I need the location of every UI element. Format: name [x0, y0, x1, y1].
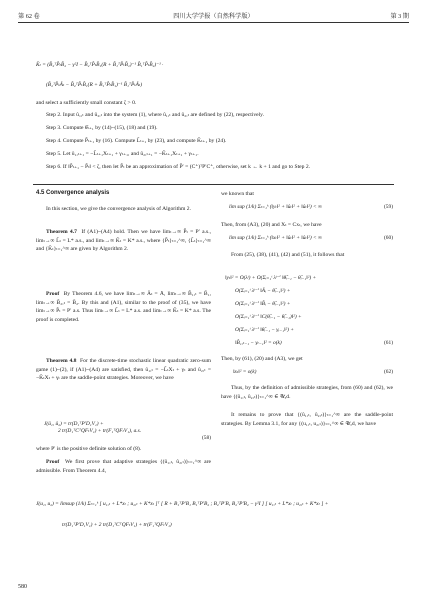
equation-61-line4: O(Σᵢ₌₁ᵗ λᵗ⁻ⁱ ‖C(θ̂ᵢ₋₁ − θ̂ᵢ₋₁)‖²) + — [235, 314, 302, 320]
algorithm-rule — [33, 184, 394, 185]
section-heading: 4.5 Convergence analysis — [36, 190, 110, 196]
equation-60-body: lim sup (1/k) Σₜ₌₁ᵏ (‖xₜ‖² + ‖ûₜ‖² + ‖ûₜ‖²) < ∞ — [229, 235, 322, 241]
step-3: Step 3. Compute θ̂ₜ₊₁ by (14)~(15), (18) and (19). — [46, 125, 158, 131]
equation-61-line5: O(Σᵢ₌₁ᵗ λᵗ⁻ⁱ ‖θ̂ᵢ₋₁ − γᵢ₋₁‖²) + — [235, 327, 294, 333]
payoff-equation-line1: J(u₁, u₂) = limsup (1/k) Σₜ₌₁ᵏ [ u₁,ₜ + L*xₜ ; u₂,ₜ + K*xₜ ]ᵀ [ R + B₁ᵀP′B₁ B₁ᵀP′B₂ ; B₂ᵀP′B₁ B₂ᵀP′B₂ − γ²I ] [ u₁,ₜ + L*xₜ ; u₂,ₜ + K*xₜ ] + — [36, 501, 329, 507]
proof-4-8 — [36, 458, 211, 475]
theorem-4-7 — [36, 228, 211, 254]
then-59-text: Then, from (A3), (20) and Xₜ = Cxₜ, we have — [221, 222, 322, 228]
equation-61-line2: O(Σᵢ₌₁ᵗ λᵗ⁻ⁱ ‖Âᵢ − θ̂ᵢ₋₁‖²) + — [235, 288, 291, 294]
theorem-4-8-body: For the discrete-time stochastic linear quadratic zero-sum game (1)~(2), if (A1)~(A4) are satisfied, then û₁,ₜ = −L̂ₜXₜ + γₜ and û₂,ₜ = −K̂ₜXₜ + γₜ are the saddle-point strategies. Moreover, we have — [36, 358, 212, 382]
equation-58-number: (58) — [202, 435, 211, 441]
equation-61-line1: ‖yₜ‖² = O(λᵗ) + O(Σᵢ₌₁ᵗ λᵗ⁻ⁱ ‖θ̃ᵢ₋₁ − θ̂ᵢ₋₁‖²) + — [225, 275, 317, 281]
from-60-text: From (25), (38), (41), (42) and (51), it follows that — [231, 252, 345, 258]
equation-58-line1: J(û₁, û₂) = tr(D₁ᵀP′D₁V₁) + — [44, 421, 104, 427]
step-4: Step 4. Compute P̂ₜ₊₁ by (16). Compute L̂ₜ₊₁ by (23), and compute K̂ₜ₊₁ by (24). — [46, 138, 227, 144]
equation-61-line6: ‖B̂₁,ₜ₋₁ − γₜ₋₁‖² = o(k) — [235, 340, 282, 346]
page-number: 580 — [18, 584, 27, 590]
equation-k-line2: (B̂₂ᵀP̂ₜÂₜ − B̂₂ᵀP̂ₜB̂₁(R + B̂₁ᵀP̂ₜB̂₁)⁻¹ B̂₁ᵀP̂ₜÂₜ) — [46, 82, 143, 88]
equation-61-line3: O(Σᵢ₌₁ᵗ λᵗ⁻ⁱ ‖B̂ᵢ − θ̂ᵢ₋₁‖²) + — [235, 301, 291, 307]
intro-paragraph: In this section, we give the convergence analysis of Algorithm 2. — [46, 206, 191, 212]
equation-62-body: ‖xₜ‖² = o(k) — [233, 369, 257, 375]
remains-text: It remains to prove that {(û₁,ₜ, û₂,ₜ)}ₜ₌₁^∞ are the saddle-point strategies. By Lemma 3.1, for any {(u₁,ₜ, u₂,ₜ)}ₜ₌₁^∞ ∈ 𝒰ₐd, we have — [221, 412, 393, 427]
equation-62 — [233, 369, 393, 376]
equation-59-body: lim sup (1/k) Σₜ₌₁ᵏ (‖yₜ‖² + ‖ûₜ‖² + ‖ûₜ‖²) < ∞ — [229, 204, 322, 210]
equation-k-line1: K̂ₜ = (B̂₂ᵀP̂ₜB̂₂ − γ²I − B̂₂ᵀP̂ₜB̂₁(R + B̂₁ᵀP̂ₜB̂₁)⁻¹ B̂₁ᵀP̂ₜB̂₂)⁻¹ · — [36, 62, 164, 68]
step-6: Step 6. If ‖P̂ₜ₊₁ − P̂ₜ‖ < ζ, then let P̂ₜ be an approximation of P̂′ = (C⁺)ᵀP′C⁺, otherwise, set k ← k + 1 and go to Step 2. — [46, 164, 311, 170]
equation-60 — [229, 235, 393, 242]
journal-title: 四川大学学报（自然科学版） — [173, 13, 254, 20]
theorem-4-8 — [36, 357, 211, 383]
select-constant-text: and select a sufficiently small constant ζ > 0. — [36, 100, 137, 106]
then-61-text: Then, by (61), (20) and (A3), we get — [221, 356, 303, 362]
step-2: Step 2. Input û₁,ₜ and û₂,ₜ into the system (1), where û₁,ₜ and û₂,ₜ are defined by (22), respectively. — [46, 112, 265, 118]
proof-label: Proof — [46, 291, 60, 297]
header-rule — [18, 22, 409, 23]
payoff-equation-line2: tr(D₁ᵀP′D₁V₁) + 2 tr(D₁ᵀCᵀQFₜV₁) + tr(F₁ᵀQFₜV₁) — [62, 522, 172, 528]
proof-label-2: Proof — [46, 459, 60, 465]
equation-62-number: (62) — [384, 369, 393, 375]
positive-definite-text: where P′ is the positive definite solution of (8). — [36, 446, 142, 452]
proof-4-8-body: We first prove that adaptive strategies {(û₁,ₜ, û₂,ₜ)}ₜ₌₁^∞ are admissible. From Theorem 4.4, — [36, 459, 211, 474]
equation-59-number: (59) — [384, 204, 393, 210]
equation-60-number: (60) — [384, 235, 393, 241]
equation-58 — [44, 421, 211, 441]
theorem-4-8-label: Theorem 4.8 — [46, 358, 77, 364]
proof-4-7 — [36, 290, 211, 324]
thus-text: Thus, by the definition of admissible strategies, from (60) and (62), we have {(û₁,ₜ, û₂,ₜ)}ₜ₌₁^∞ ∈ 𝒰ₐd. — [221, 385, 393, 400]
equation-61 — [225, 272, 393, 350]
equation-61-number: (61) — [384, 340, 393, 346]
equation-59 — [229, 204, 393, 211]
equation-58-line2: 2 tr(D₁ᵀCᵀQFₜV₁) + tr(F₁ᵀQFₜV₁), a.s. — [58, 428, 142, 434]
theorem-4-7-label: Theorem 4.7 — [46, 229, 77, 235]
issue-label: 第 3 期 — [390, 13, 409, 20]
step-5: Step 5. Let û₁,ₜ₊₁ = −L̂ₜ₊₁Xₜ₊₁ + γₜ₊₁, and û₂,ₜ₊₁ = −K̂ₜ₊₁Xₜ₊₁ + γₜ₊₁. — [46, 151, 199, 157]
proof-4-7-body: By Theorem 4.6, we have limₜ→∞ Âₜ = Ā, limₜ→∞ B̂₁,ₜ = B̄₁, limₜ→∞ B̂₂,ₜ = B̄₂. By this and (A1), similar to the proof of (35), we have limₜ→∞ P̂ₜ = P′ a.s. Thus limₜ→∞ L̂ₜ = L* a.s. and limₜ→∞ K̂ₜ = K* a.s. The proof is completed. — [36, 291, 212, 323]
theorem-4-7-body: If (A1)~(A4) hold. Then we have limₜ→∞ P̂ₜ = P′ a.s., limₜ→∞ L̂ₜ = L* a.s., and limₜ→∞ K̂ₜ = K* a.s., where {P̂ₜ}ₜ₌₁^∞, {L̂ₜ}ₜ₌₁^∞ and {K̂ₜ}ₜ₌₁^∞ are given by Algorithm 2. — [36, 229, 211, 253]
known-text: we known that — [221, 191, 254, 197]
volume-label: 第 62 卷 — [18, 13, 40, 20]
